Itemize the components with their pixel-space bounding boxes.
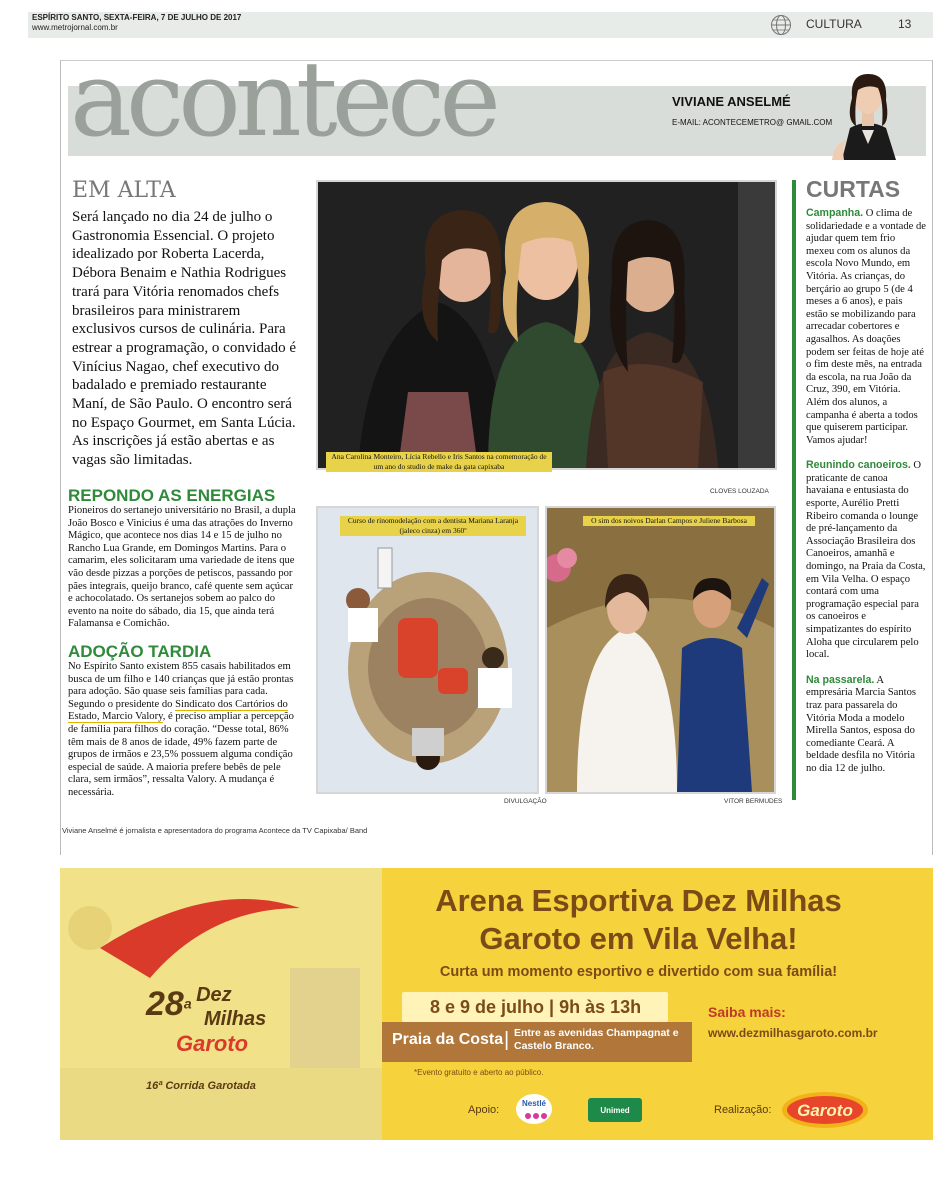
ad-title (386, 882, 891, 958)
curtas-item-key: Reunindo canoeiros. (806, 459, 911, 472)
ad-place-divider: | (504, 1029, 510, 1051)
ad-title-line1: Arena Esportiva Dez Milhas (435, 883, 842, 918)
race-number: 28 (146, 985, 184, 1023)
curtas-item-text: A empresária Marcia Santos traz para passarela do Vitória Moda a modelo Mirella Santos, esposa do comediante Ceará. A beldade desfila no Vitória no dia 12 de julho. (806, 674, 917, 774)
wedding-photo (545, 506, 776, 794)
main-photo-credit: CLOVES LOUZADA (710, 488, 769, 495)
garoto-logo (780, 1090, 870, 1130)
author-name: VIVIANE ANSELMÉ (672, 94, 791, 109)
nestle-logo (514, 1092, 554, 1126)
ad-dates: 8 e 9 de julho (430, 997, 545, 1017)
masthead-title: acontece (70, 38, 495, 160)
curtas-item-text: O clima de solidariedade e a vontade de ajudar quem tem frio mexeu com os alunos da escola Novo Mundo, em Vitória. As crianças, do berçário ao grupo 5 (de 4 meses a 6 anos), e pais estão se mobilizando para arrecadar cobertores e agasalhos. As doações podem ser feitas de hoje até o fim deste mês, na entrada da escola, na rua João da Cruz, 390, em Vitória. Além dos alunos, a campanha é aberta a todos que quiserem participar. Vamos ajudar! (806, 208, 927, 446)
em-alta-heading: EM ALTA (72, 178, 176, 203)
repondo-heading: REPONDO AS ENERGIAS (68, 486, 276, 505)
curtas-list (806, 207, 926, 788)
ad-support-label: Apoio: (468, 1104, 500, 1116)
nestle-logo-text: Nestlé (521, 1099, 547, 1108)
repondo-text: Pioneiros do sertanejo universitário no Brasil, a dupla João Bosco e Vinicius é uma das atrações do Inverno Mágico, que acontece nos dias 14 e 15 de julho no Rancho Lua Grande, em Domingos Martins. Para o camarim, eles solicitaram uma variedade de itens que vão desde pizzas a porções de petiscos, passando por pães integrais, queijo branco, café quente sem açúcar e achocolatado. Os sertanejos sobem ao palco do evento na noite do sábado, dia 15, que ainda terá Falamansa e Comichão. (68, 505, 296, 630)
photo-dental-course (318, 508, 537, 792)
ad-place-detail: Entre as avenidas Champagnat e Castelo Branco. (514, 1027, 679, 1052)
unimed-logo-text: Unimed (600, 1106, 630, 1115)
adocao-text-a: No Espírito Santo existem 855 casais habilitados em busca de um filho e 140 crianças que já estão prontas para adoção. São quase seis famílias para cada. Segundo o presidente do (68, 661, 294, 710)
ad-note: *Evento gratuito e aberto ao público. (414, 1068, 544, 1077)
site-url[interactable]: www.metrojornal.com.br (32, 23, 118, 32)
curtas-item-key: Na passarela. (806, 673, 875, 686)
race-name-1: Dez (196, 984, 232, 1006)
main-photo (316, 180, 777, 470)
header-dateline (32, 13, 241, 33)
ad-place-box (382, 1022, 692, 1062)
page-number: 13 (898, 17, 912, 31)
ad-title-line2: Garoto em Vila Velha! (479, 921, 798, 956)
author-bio: Viviane Anselmé é jornalista e apresentadora do programa Acontece da TV Capixaba/ Band (62, 826, 368, 835)
ad-subtitle: Curta um momento esportivo e divertido com sua família! (439, 964, 838, 980)
ad-divider: | (549, 997, 560, 1017)
curtas-item-text: O praticante de canoa havaiana e entusiasta do esporte, Aurélio Pretti Ribeiro comanda o lounge de pré-lançamento da Associação Brasileira dos Canoeiros, amanhã e domingo, na Praia da Costa, em Vila Velha. O espaço contará com uma programação especial para os canoeiros e simpatizantes do espírito Aloha que circularem pelo local. (806, 460, 926, 661)
photo-three-women (318, 182, 775, 468)
header-section (770, 14, 930, 36)
curtas-item (806, 207, 926, 447)
globe-icon (770, 14, 792, 36)
dental-photo-credit: DIVULGAÇÃO (504, 798, 547, 805)
ad-more-label: Saiba mais: (708, 1004, 786, 1020)
curtas-rule (792, 180, 796, 800)
race-subtitle: 16ª Corrida Garotada (146, 1080, 256, 1092)
main-photo-caption: Ana Carolina Monteiro, Lícia Rebello e Iris Santos na comemoração de um ano do studio de make da gata capixaba (326, 452, 552, 472)
ad-url[interactable]: www.dezmilhasgaroto.com.br (708, 1026, 878, 1040)
author-portrait (812, 64, 924, 160)
curtas-item-key: Campanha. (806, 207, 864, 219)
ad-organizer-label: Realização: (714, 1104, 772, 1116)
adocao-heading: ADOÇÃO TARDIA (68, 642, 212, 661)
dental-photo-caption: Curso de rinomodelação com a dentista Mariana Laranja (jaleco cinza) em 360º (340, 516, 526, 536)
race-name-2: Milhas (204, 1008, 267, 1030)
wedding-photo-caption: O sim dos noivos Darlan Campos e Juliene Barbosa (583, 516, 755, 526)
adocao-highlight: Sindicato dos Cartórios do Estado, Marcio Valory (68, 698, 288, 723)
curtas-item (806, 674, 926, 776)
wedding-photo-credit: VITOR BERMUDES (724, 798, 783, 805)
em-alta-text: Será lançado no dia 24 de julho o Gastronomia Essencial. O projeto idealizado por Roberta Lacerda, Débora Benaim e Nathia Rodrigues trará para Vitória renomados chefs brasileiros para ministrarem exclusivos cursos de culinária. Para estrear a programação, o convidado é Vinícius Nagao, chef executivo do badalado e premiado restaurante Maní, de São Paulo. O encontro será no Espaço Gourmet, em Santa Lúcia. As inscrições já estão abertas e as vagas são limitadas. (72, 209, 297, 469)
ad-place: Praia da Costa (392, 1031, 504, 1048)
unimed-logo (588, 1098, 642, 1122)
date-line: ESPÍRITO SANTO, SEXTA-FEIRA, 7 DE JULHO DE 2017 (32, 13, 242, 22)
ad-hours: 9h às 13h (559, 997, 642, 1017)
race-edition (146, 985, 266, 1057)
dental-photo (316, 506, 539, 794)
garoto-logo-text: Garoto (797, 1101, 853, 1120)
race-brand: Garoto (176, 1031, 249, 1056)
photo-wedding (547, 508, 774, 792)
curtas-item (806, 459, 926, 662)
ad-date-box (402, 992, 668, 1022)
author-email[interactable]: E-MAIL: ACONTECEMETRO@ GMAIL.COM (672, 118, 833, 127)
curtas-heading: CURTAS (806, 176, 901, 202)
adocao-text (68, 661, 300, 800)
race-ordinal: a (183, 995, 192, 1012)
section-name: CULTURA (806, 17, 862, 31)
adocao-text-b: , é preciso ampliar a percepção de família para filhos do coração. “Desse total, 86% têm mais de 8 anos de idade, 49% fazem parte de grupos de irmãos e 23,5% possuem alguma condição especial de saúde. A maioria prefere bebês de pele clara, sem irmãos”, ressalta Valory. A mudança é necessária. (68, 711, 294, 798)
